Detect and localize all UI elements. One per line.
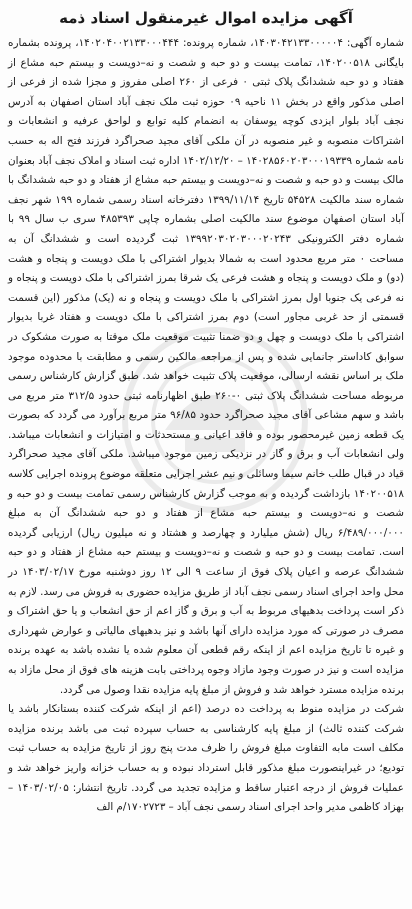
notice-body: [8, 34, 404, 818]
notice-title: آگهی مزایده اموال غیرمنقول اسناد ذمه: [59, 9, 353, 27]
notice-paragraph-terms: شرکت در مزایده منوط به پرداخت ده درصد (اعم از اینکه شرکت کننده بستانکار باشد یا شرکت کننده ثالث) از مبلغ پایه کارشناسی به حساب سپرده ثبت می باشد برنده مزایده مکلف است مابه التفاوت مبلغ فروش را ظرف مدت پنج روز از تاریخ مزایده به حساب ثبت تودیع؛ در غیراینصورت مبلغ مذکور قابل استرداد نبوده و به حساب خزانه واریز خواهد شد و عملیات فروش از درجه اعتبار ساقط و مزایده تجدید می گردد. تاریخ انتشار: ۱۴۰۳/۰۲/۰۵ – بهزاد کاظمی مدیر واحد اجرای اسناد رسمی نجف آباد – ۱۷۰۲۷۲۳/م الف: [8, 703, 404, 814]
notice-paragraph-main: شماره آگهی: ۱۴۰۳۰۴۲۱۳۳۰۰۰۰۰۴، شماره پرونده: ۱۴۰۲۰۴۰۰۲۱۳۳۰۰۰۴۴۴، پرونده بشماره بایگانی ۱۴۰۲۰۰۵۱۸، تمامت بیست و دو حبه و شصت و نه–دویست و بیستم حبه مشاع از هفتاد و دو حبه ششدانگ پلاک ثبتی ۰ فرعی از ۲۶۰ اصلی مفروز و مجزا شده از فرعی از اصلی مذکور واقع در بخش ۱۱ ناحیه ۰۹ حوزه ثبت ملک نجف آباد استان اصفهان به آدرس نجف آباد بلوار ایزدی کوچه یوسفان به انضمام کلیه توابع و لواحق عرفیه و انشعابات و اشتراکات منصوبه و غیر منصوبه در آن ملکی آقای مجید صحراگرد فرزند فتح اله به حسب نامه شماره ۱۴۰۲۸۵۶۰۲۰۳۰۰۰۱۹۳۳۹ – ۱۴۰۲/۱۲/۲۰ اداره ثبت اسناد و املاک نجف آباد بعنوان مالک بیست و دو حبه و شصت و نه–دویست و بیستم حبه مشاع از هفتاد و دو حبه ششدانگ با شماره سند مالکیت ۵۴۵۲۸ تاریخ ۱۳۹۹/۱۱/۱۴ دفترخانه اسناد رسمی شماره ۱۹۹ شهر نجف آباد استان اصفهان موضوع سند مالکیت اصلی بشماره چاپی ۴۸۵۳۹۳ سری ب سال ۹۹ با شماره دفتر الکترونیکی ۱۳۹۹۲۰۳۰۲۰۳۰۰۰۲۰۲۴۳ ثبت گردیده است و ششدانگ آن به مساحت ۰ متر مربع محدود است به شمالا بدیوار اشتراکی با ملک دویست و پنجاه و هشت (دو) و ملک دویست و پنجاه و هشت فرعی یک شرقا بمرز اشتراکی با ملک دویست و پنجاه و نه فرعی یک جنوبا اول بمرز اشتراکی با ملک دویست و پنجاه و نه (یک) مذکور (این قسمت قسمتی از حد غربی مجاور است) دوم بمرز اشتراکی با ملک دویست و هفتاد غربا بدیوار اشتراکی با ملک دویست و چهل و دو ضمنا تثبیت موقعیت ملک موقتا به صورت مشکوک در سوابق کاداستر جانمایی شده و پس از مراجعه مالکین رسمی و مطابقت با محدوده موجود ملک بر اساس نقشه ارسالی، موقعیت پلاک تثبیت خواهد شد. طبق گزارش کارشناس رسمی مربوطه مساحت ششدانگ پلاک ثبتی ۰-۲۶۰ طبق اظهارنامه ثبتی حدود ۳۱۲/۵ متر مربع می باشد و سهم مشاعی آقای مجید صحراگرد حدود ۹۶/۸۵ متر مربع برآورد می گردد که بصورت یک قطعه زمین غیرمحصور بوده و فاقد اعیانی و مستحدثات و امتیازات و انشعابات میباشد. ولی انشعابات آب و برق و گاز در نزدیکی زمین موجود میباشد. ملکی آقای مجید صحراگرد قیاد در قبال طلب خانم سیما وسائلی و نیم عشر اجرایی متعلقه موضوع پرونده اجرایی کلاسه ۱۴۰۲۰۰۵۱۸ بازداشت گردیده و به موجب گزارش کارشناس رسمی تمامت بیست و دو حبه و شصت و نه–دویست و بیستم حبه مشاع از هفتاد و دو حبه ششدانگ آن به مبلغ ۶/۴۸۹/۰۰۰/۰۰۰ ریال (شش میلیارد و چهارصد و هشتاد و نه میلیون ریال) ارزیابی گردیده است. تمامت بیست و دو حبه و شصت و نه–دویست و بیستم حبه مشاع از هفتاد و دو حبه ششدانگ عرصه و اعیان پلاک فوق از ساعت ۹ الی ۱۲ روز دوشنبه مورخ ۱۴۰۳/۰۲/۱۷ در محل واحد اجرای اسناد رسمی نجف آباد از طریق مزایده حضوری به فروش می رسد. لازم به ذکر است پرداخت بدهیهای مربوط به آب و برق و گاز اعم از حق انشعاب و یا حق اشتراک و مصرف در صورتی که مورد مزایده دارای آنها باشد و نیز بدهیهای مالیاتی و عوارض شهرداری و غیره تا تاریخ مزایده اعم از اینکه رقم قطعی آن معلوم شده یا نشده باشد به عهده برنده مزایده است و نیز در صورت وجود مازاد وجوه پرداختی بابت هزینه های فوق از محل مازاد به برنده مزایده مسترد خواهد شد و فروش از مبلغ پایه مزایده نقدا وصول می گردد.: [8, 37, 405, 696]
